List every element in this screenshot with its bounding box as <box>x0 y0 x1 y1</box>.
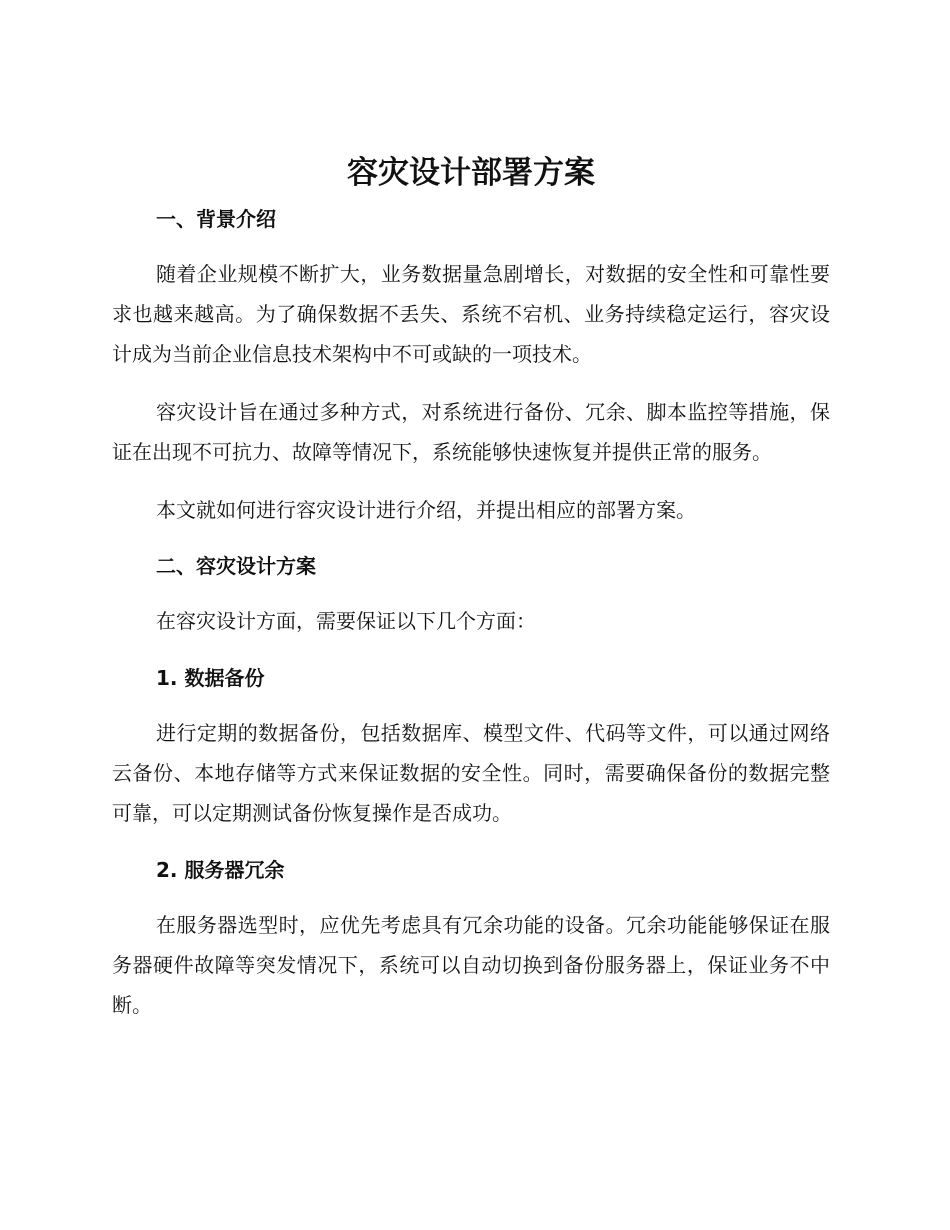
document-title: 容灾设计部署方案 <box>347 155 595 191</box>
paragraph-data-backup: 进行定期的数据备份，包括数据库、模型文件、代码等文件，可以通过网络云备份、本地存储等方式来保证数据的安全性。同时，需要确保备份的数据完整可靠，可以定期测试备份恢复操作是否成功。 <box>112 721 830 825</box>
paragraph-plan-intro: 在容灾设计方面，需要保证以下几个方面： <box>156 609 536 633</box>
paragraph-background-1: 随着企业规模不断扩大，业务数据量急剧增长，对数据的安全性和可靠性要求也越来越高。为了确保数据不丢失、系统不宕机、业务持续稳定运行，容灾设计成为当前企业信息技术架构中不可或缺的一项技术。 <box>112 262 830 366</box>
paragraph-server-redundancy: 在服务器选型时，应优先考虑具有冗余功能的设备。冗余功能能够保证在服务器硬件故障等突发情况下，系统可以自动切换到备份服务器上，保证业务不中断。 <box>112 913 830 1017</box>
paragraph-background-3: 本文就如何进行容灾设计进行介绍，并提出相应的部署方案。 <box>156 498 696 522</box>
subsection-heading-data-backup: 1. 数据备份 <box>156 666 265 690</box>
section-heading-background: 一、背景介绍 <box>156 207 276 231</box>
section-heading-plan: 二、容灾设计方案 <box>156 554 316 578</box>
subsection-heading-server-redundancy: 2. 服务器冗余 <box>156 858 285 882</box>
paragraph-background-2: 容灾设计旨在通过多种方式，对系统进行备份、冗余、脚本监控等措施，保证在出现不可抗力、故障等情况下，系统能够快速恢复并提供正常的服务。 <box>112 400 830 464</box>
document-page <box>112 150 830 1025</box>
